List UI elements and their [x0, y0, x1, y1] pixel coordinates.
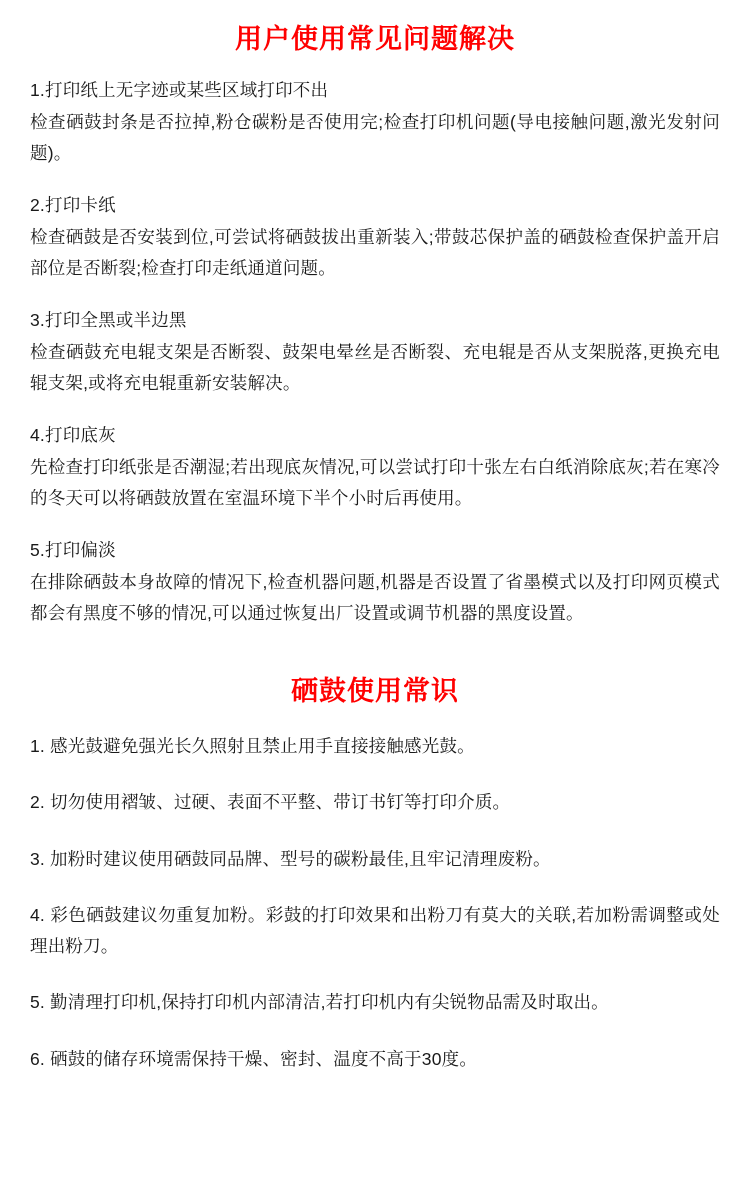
faq-item [30, 535, 720, 628]
tips-list [30, 731, 720, 1074]
list-item: 6. 硒鼓的储存环境需保持干燥、密封、温度不高于30度。 [30, 1048, 478, 1069]
faq-item [30, 420, 720, 513]
page-title-faq: 用户使用常见问题解决 [235, 24, 515, 54]
list-item: 3. 加粉时建议使用硒鼓同品牌、型号的碳粉最佳,且牢记清理废粉。 [30, 848, 551, 869]
faq-answer: 检查硒鼓是否安装到位,可尝试将硒鼓拔出重新装入;带鼓芯保护盖的硒鼓检查保护盖开启部位是否断裂;检查打印走纸通道问题。 [30, 227, 720, 278]
faq-question: 5.打印偏淡 [30, 539, 116, 560]
faq-item [30, 190, 720, 283]
list-item: 1. 感光鼓避免强光长久照射且禁止用手直接接触感光鼓。 [30, 736, 475, 757]
faq-answer: 在排除硒鼓本身故障的情况下,检查机器问题,机器是否设置了省墨模式以及打印网页模式都会有黑度不够的情况,可以通过恢复出厂设置或调节机器的黑度设置。 [30, 572, 720, 623]
faq-question: 4.打印底灰 [30, 425, 116, 445]
faq-question: 1.打印纸上无字迹或某些区域打印不出 [30, 80, 329, 101]
list-item: 2. 切勿使用褶皱、过硬、表面不平整、带订书钉等打印介质。 [30, 792, 511, 813]
faq-answer: 检查硒鼓充电辊支架是否断裂、鼓架电晕丝是否断裂、充电辊是否从支架脱落,更换充电辊支架,或将充电辊重新安装解决。 [30, 342, 720, 393]
page-title-tips: 硒鼓使用常识 [291, 675, 459, 706]
list-item: 5. 勤清理打印机,保持打印机内部清洁,若打印机内有尖锐物品需及时取出。 [30, 992, 609, 1013]
list-item: 4. 彩色硒鼓建议勿重复加粉。彩鼓的打印效果和出粉刀有莫大的关联,若加粉需调整或处理出粉刀。 [30, 905, 720, 956]
faq-answer: 检查硒鼓封条是否拉掉,粉仓碳粉是否使用完;检查打印机问题(导电接触问题,激光发射问题)。 [30, 112, 720, 163]
faq-question: 3.打印全黑或半边黑 [30, 310, 187, 331]
faq-section [30, 75, 720, 628]
faq-answer: 先检查打印纸张是否潮湿;若出现底灰情况,可以尝试打印十张左右白纸消除底灰;若在寒冷的冬天可以将硒鼓放置在室温环境下半个小时后再使用。 [30, 457, 720, 508]
faq-question: 2.打印卡纸 [30, 195, 116, 216]
faq-item [30, 305, 720, 398]
faq-item [30, 75, 720, 168]
